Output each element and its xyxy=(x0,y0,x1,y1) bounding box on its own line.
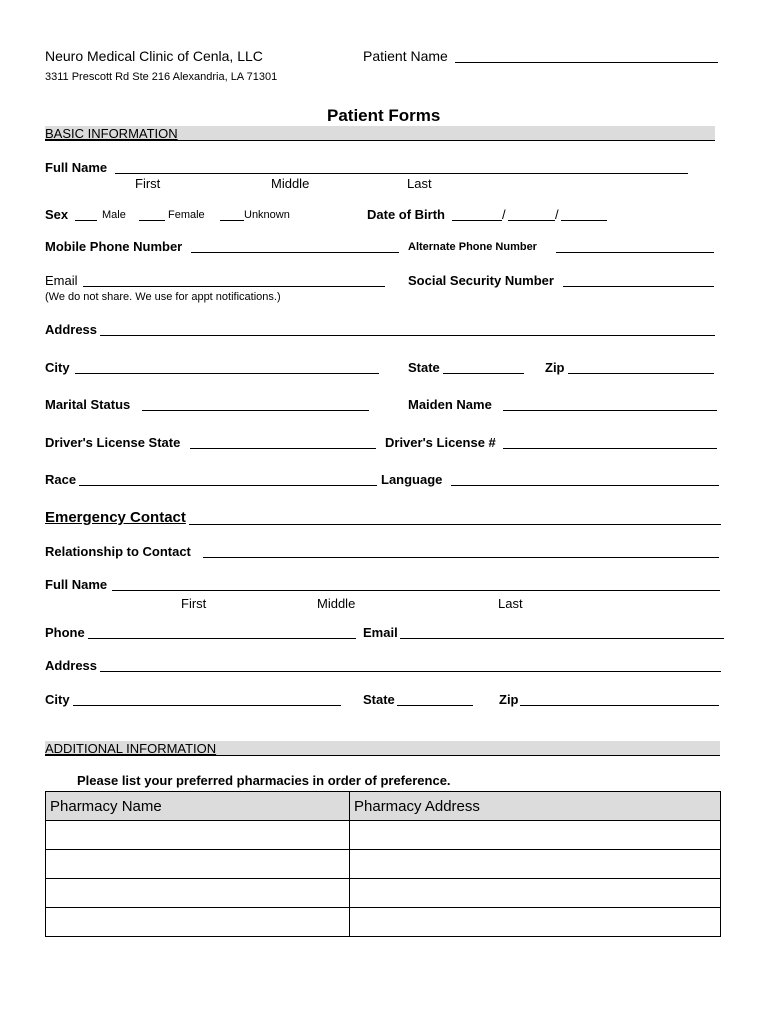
state-label: State xyxy=(408,360,440,375)
dl-state-label: Driver's License State xyxy=(45,435,181,450)
sex-unknown-blank[interactable] xyxy=(220,220,244,221)
pharmacy-name-cell[interactable] xyxy=(46,850,350,879)
middle-caption: Middle xyxy=(271,176,310,191)
patient-name-label: Patient Name xyxy=(363,48,448,64)
sex-unknown-option: Unknown xyxy=(244,209,290,221)
language-field[interactable] xyxy=(451,485,719,486)
dob-year-field[interactable] xyxy=(561,220,607,221)
table-row xyxy=(46,850,721,879)
ec-full-name-field[interactable] xyxy=(112,590,720,591)
email-note: (We do not share. We use for appt notifications.) xyxy=(45,291,281,303)
full-name-field[interactable] xyxy=(115,173,688,174)
pharmacy-name-header: Pharmacy Name xyxy=(46,792,350,821)
ec-state-field[interactable] xyxy=(397,705,473,706)
ssn-label: Social Security Number xyxy=(408,273,554,288)
race-label: Race xyxy=(45,472,77,487)
ec-first-caption: First xyxy=(181,596,207,611)
relationship-field[interactable] xyxy=(203,557,719,558)
basic-info-heading: BASIC INFORMATION xyxy=(45,126,178,141)
pharmacy-address-cell[interactable] xyxy=(350,908,721,937)
address-label: Address xyxy=(45,322,98,337)
ec-email-field[interactable] xyxy=(400,638,724,639)
ec-city-field[interactable] xyxy=(73,705,341,706)
ec-phone-label: Phone xyxy=(45,625,85,640)
full-name-label: Full Name xyxy=(45,160,108,175)
last-caption: Last xyxy=(407,176,432,191)
sex-male-blank[interactable] xyxy=(75,220,97,221)
city-field[interactable] xyxy=(75,373,379,374)
table-row xyxy=(46,879,721,908)
zip-field[interactable] xyxy=(568,373,714,374)
pharmacy-name-cell[interactable] xyxy=(46,821,350,850)
dl-state-field[interactable] xyxy=(190,448,376,449)
pharmacy-address-cell[interactable] xyxy=(350,879,721,908)
alt-phone-field[interactable] xyxy=(556,252,714,253)
dob-month-field[interactable] xyxy=(452,220,502,221)
pharmacy-address-header: Pharmacy Address xyxy=(350,792,721,821)
emergency-heading-rule xyxy=(189,524,721,525)
alt-phone-label: Alternate Phone Number xyxy=(408,241,537,253)
address-field[interactable] xyxy=(100,335,715,336)
pharmacy-table xyxy=(45,791,721,937)
ec-state-label: State xyxy=(363,692,395,707)
sex-female-option: Female xyxy=(168,209,205,221)
table-row xyxy=(46,908,721,937)
ec-middle-caption: Middle xyxy=(317,596,356,611)
ec-city-label: City xyxy=(45,692,70,707)
patient-name-field[interactable] xyxy=(455,62,718,63)
dob-separator-2: / xyxy=(555,207,559,222)
ec-email-label: Email xyxy=(363,625,398,640)
dob-separator-1: / xyxy=(502,207,506,222)
pharmacy-address-cell[interactable] xyxy=(350,821,721,850)
ec-full-name-label: Full Name xyxy=(45,577,108,592)
mobile-phone-label: Mobile Phone Number xyxy=(45,239,183,254)
ec-zip-field[interactable] xyxy=(520,705,719,706)
ssn-field[interactable] xyxy=(563,286,714,287)
emergency-contact-heading: Emergency Contact xyxy=(45,509,186,526)
clinic-name: Neuro Medical Clinic of Cenla, LLC xyxy=(45,48,263,64)
sex-label: Sex xyxy=(45,207,69,222)
pharmacy-name-cell[interactable] xyxy=(46,908,350,937)
clinic-address: 3311 Prescott Rd Ste 216 Alexandria, LA 71301 xyxy=(45,71,278,83)
language-label: Language xyxy=(381,472,443,487)
ec-address-field[interactable] xyxy=(100,671,721,672)
ec-address-label: Address xyxy=(45,658,98,673)
email-label: Email xyxy=(45,273,78,288)
sex-male-option: Male xyxy=(102,209,126,221)
race-field[interactable] xyxy=(79,485,377,486)
zip-label: Zip xyxy=(545,360,565,375)
pharmacy-address-cell[interactable] xyxy=(350,850,721,879)
page-title: Patient Forms xyxy=(327,106,441,125)
table-row xyxy=(46,821,721,850)
dl-number-label: Driver's License # xyxy=(385,435,496,450)
ec-phone-field[interactable] xyxy=(88,638,356,639)
dl-number-field[interactable] xyxy=(503,448,717,449)
ec-zip-label: Zip xyxy=(499,692,519,707)
sex-female-blank[interactable] xyxy=(139,220,165,221)
first-caption: First xyxy=(135,176,161,191)
maiden-name-field[interactable] xyxy=(503,410,717,411)
pharmacy-instruction: Please list your preferred pharmacies in order of preference. xyxy=(77,773,451,788)
marital-status-label: Marital Status xyxy=(45,397,131,412)
dob-day-field[interactable] xyxy=(508,220,555,221)
dob-label: Date of Birth xyxy=(367,207,445,222)
pharmacy-table-header-row xyxy=(46,792,721,821)
additional-info-heading: ADDITIONAL INFORMATION xyxy=(45,741,217,756)
ec-last-caption: Last xyxy=(498,596,523,611)
state-field[interactable] xyxy=(443,373,524,374)
mobile-phone-field[interactable] xyxy=(191,252,399,253)
maiden-name-label: Maiden Name xyxy=(408,397,492,412)
marital-status-field[interactable] xyxy=(142,410,369,411)
relationship-label: Relationship to Contact xyxy=(45,544,191,559)
city-label: City xyxy=(45,360,70,375)
email-field[interactable] xyxy=(83,286,385,287)
pharmacy-name-cell[interactable] xyxy=(46,879,350,908)
